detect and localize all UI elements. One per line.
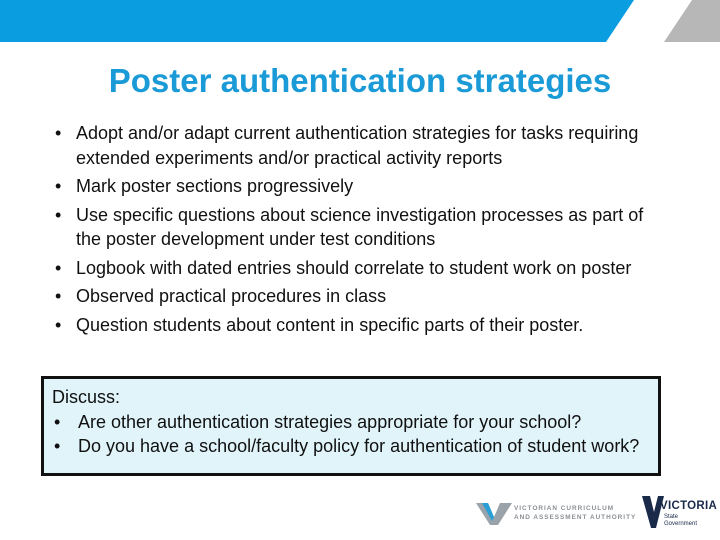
bullet-item <box>52 203 662 252</box>
victoria-government-logo <box>642 494 718 532</box>
bullet-symbol: • <box>55 257 62 278</box>
discuss-text: Are other authentication strategies appropriate for your school? <box>78 411 582 432</box>
bullet-symbol: • <box>54 436 61 456</box>
victoria-subtitle-line-2: Government <box>664 520 698 527</box>
bullet-text: Adopt and/or adapt current authentication strategies for tasks requiring extended experiments and/or practical activity reports <box>76 123 639 168</box>
discuss-heading: Discuss: <box>52 387 121 407</box>
discuss-item <box>52 434 650 459</box>
discuss-box <box>41 376 661 476</box>
discuss-text: Do you have a school/faculty policy for authentication of student work? <box>78 436 640 456</box>
bullet-list <box>52 121 662 341</box>
bullet-symbol: • <box>55 286 62 306</box>
slide-title: Poster authentication strategies <box>108 62 612 99</box>
victoria-wordmark: VICTORIA <box>660 500 718 512</box>
discuss-list <box>52 410 650 459</box>
bullet-symbol: • <box>54 411 61 432</box>
victoria-subtitle-line-1: State <box>664 514 679 520</box>
vcaa-line-2: AND ASSESSMENT AUTHORITY <box>514 514 637 521</box>
bullet-symbol: • <box>55 123 62 143</box>
top-banner <box>0 0 720 42</box>
bullet-item <box>52 313 662 338</box>
vcaa-logo <box>476 497 637 529</box>
vcaa-wordmark <box>514 504 636 522</box>
bullet-text: Question students about content in specific parts of their poster. <box>76 314 584 335</box>
bullet-text: Mark poster sections progressively <box>76 176 354 196</box>
discuss-item <box>52 410 650 435</box>
bullet-text: Observed practical procedures in class <box>76 286 387 306</box>
bullet-text: Use specific questions about science investigation processes as part of the poster development under test conditions <box>76 204 644 249</box>
victoria-subtitle <box>664 514 697 527</box>
bullet-symbol: • <box>55 204 62 225</box>
bullet-item <box>52 284 662 309</box>
bullet-symbol: • <box>55 314 62 335</box>
bullet-item <box>52 256 662 281</box>
bullet-item <box>52 174 662 199</box>
bullet-item <box>52 121 662 170</box>
bullet-text: Logbook with dated entries should correlate to student work on poster <box>76 257 632 278</box>
vcaa-chevron-icon <box>476 497 512 529</box>
vcaa-line-1: VICTORIAN CURRICULUM <box>514 505 615 512</box>
bullet-symbol: • <box>55 176 62 196</box>
